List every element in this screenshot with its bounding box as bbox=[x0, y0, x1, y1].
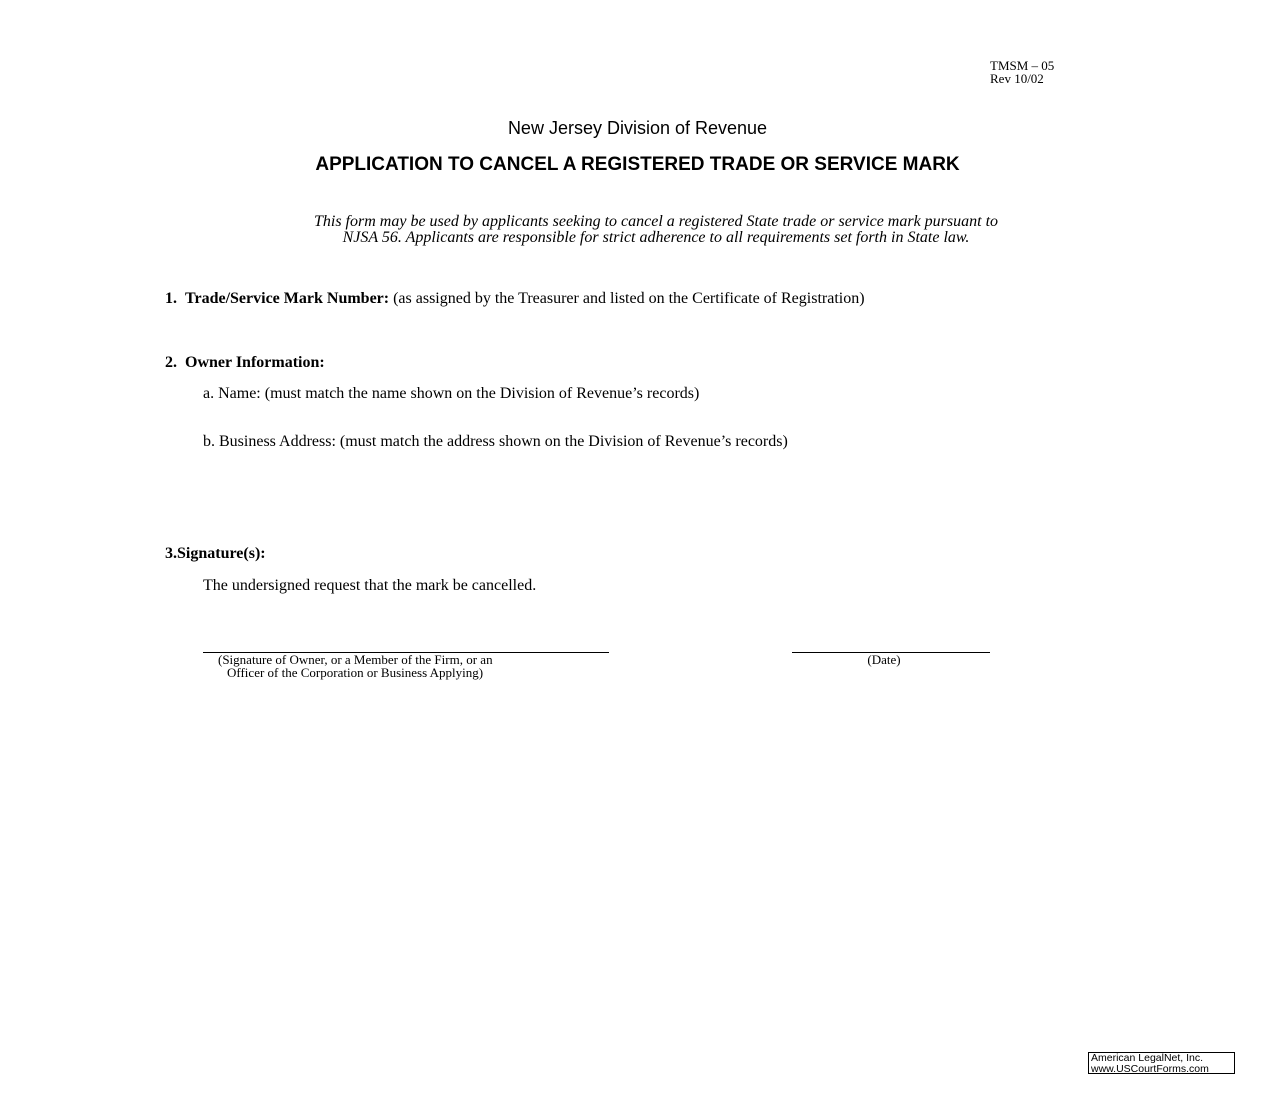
intro-line-1: This form may be used by applicants seeking to cancel a registered State trade or service mark pursuant to bbox=[313, 213, 999, 230]
cancel-statement: The undersigned request that the mark be cancelled. bbox=[203, 577, 537, 594]
section-2-number: 2. bbox=[165, 354, 177, 371]
section-1 bbox=[165, 290, 865, 308]
owner-name-field: a. Name: (must match the name shown on the Division of Revenue’s records) bbox=[203, 385, 700, 402]
section-2 bbox=[165, 354, 325, 372]
section-1-note: (as assigned by the Treasurer and listed on the Certificate of Registration) bbox=[393, 290, 865, 307]
section-3-label: 3.Signature(s): bbox=[165, 545, 266, 562]
intro-line-2: NJSA 56. Applicants are responsible for strict adherence to all requirements set forth in State law. bbox=[342, 229, 970, 246]
agency-name: New Jersey Division of Revenue bbox=[507, 118, 768, 138]
footer-line-1: American LegalNet, Inc. bbox=[1091, 1052, 1204, 1064]
form-id: TMSM – 05 bbox=[990, 58, 1055, 73]
revision: Rev 10/02 bbox=[990, 71, 1044, 86]
section-1-number: 1. bbox=[165, 290, 177, 307]
form-title: APPLICATION TO CANCEL A REGISTERED TRADE OR SERVICE MARK bbox=[315, 154, 960, 175]
business-address-field: b. Business Address: (must match the address shown on the Division of Revenue’s records) bbox=[203, 433, 788, 450]
footer-watermark bbox=[1088, 1052, 1235, 1074]
signature-caption-2: Officer of the Corporation or Business Applying) bbox=[227, 665, 484, 680]
footer-line-2: www.USCourtForms.com bbox=[1091, 1063, 1209, 1075]
date-caption: (Date) bbox=[867, 652, 901, 667]
section-2-label: Owner Information: bbox=[185, 354, 325, 371]
signature-caption-1: (Signature of Owner, or a Member of the Firm, or an bbox=[218, 652, 493, 667]
section-1-label: Trade/Service Mark Number: bbox=[185, 290, 390, 307]
